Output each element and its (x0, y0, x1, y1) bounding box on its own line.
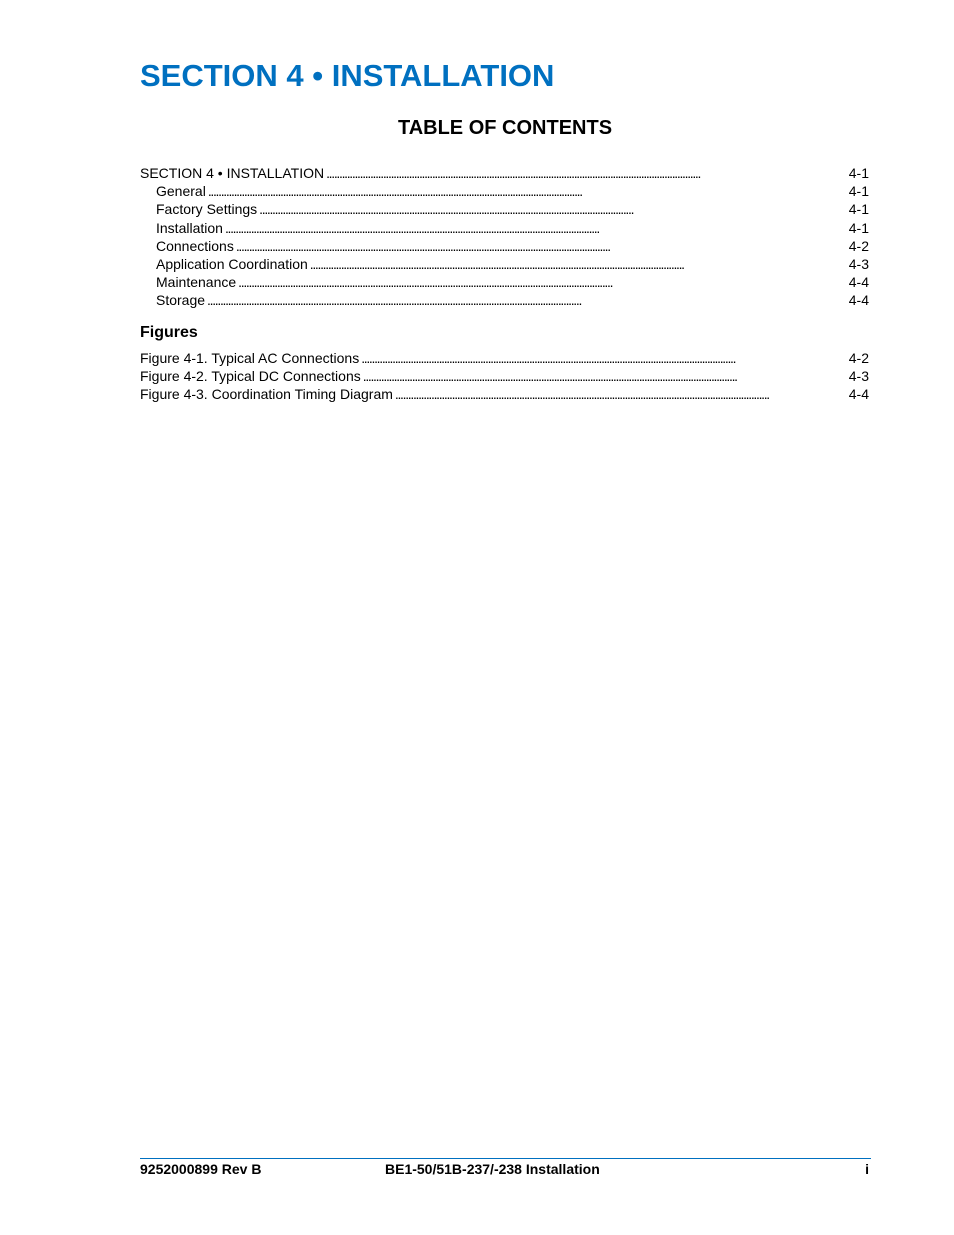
dot-leader (238, 273, 845, 291)
toc-heading: TABLE OF CONTENTS (397, 117, 613, 139)
toc-entry-page: 4-4 (848, 274, 869, 291)
toc-entry-page: 4-1 (848, 201, 869, 218)
toc-entry-label: SECTION 4 • INSTALLATION (140, 165, 325, 181)
toc-entry-label: Maintenance (156, 274, 237, 291)
table-of-contents (140, 164, 869, 310)
toc-entry-factory-settings[interactable] (140, 200, 869, 218)
figure-entry-page: 4-4 (848, 386, 869, 403)
toc-entry-section-4[interactable] (140, 164, 869, 182)
toc-entry-page: 4-1 (848, 183, 869, 200)
toc-entry-label: Factory Settings (156, 201, 258, 218)
dot-leader (326, 164, 845, 182)
toc-entry-page: 4-4 (848, 292, 869, 309)
toc-entry-connections[interactable] (140, 237, 869, 255)
toc-entry-installation[interactable] (140, 219, 869, 237)
toc-entry-label: Connections (156, 237, 234, 254)
figure-entry-4-1[interactable] (140, 349, 869, 367)
footer-doc-number: 9252000899 Rev B (140, 1161, 262, 1177)
list-of-figures (140, 349, 869, 404)
page-title: SECTION 4 • INSTALLATION (140, 58, 555, 93)
toc-entry-storage[interactable] (140, 291, 869, 309)
dot-leader (259, 200, 845, 218)
figure-entry-page: 4-3 (848, 368, 869, 385)
figure-entry-label: Figure 4-2. Typical DC Connections (140, 368, 361, 385)
figure-entry-label: Figure 4-1. Typical AC Connections (140, 350, 360, 366)
toc-entry-page: 4-2 (848, 237, 869, 254)
figure-entry-4-2[interactable] (140, 367, 869, 385)
page-footer (140, 1160, 869, 1178)
dot-leader (310, 255, 845, 273)
footer-page-number: i (865, 1161, 869, 1177)
toc-entry-label: Storage (156, 292, 206, 309)
toc-entry-page: 4-3 (848, 255, 869, 272)
dot-leader (236, 237, 845, 255)
toc-entry-application-coordination[interactable] (140, 255, 869, 273)
toc-entry-label: General (156, 183, 206, 200)
figure-entry-page: 4-2 (848, 350, 869, 366)
toc-entry-label: Installation (156, 219, 223, 236)
toc-entry-label: Application Coordination (156, 255, 308, 272)
dot-leader (361, 349, 845, 367)
dot-leader (363, 367, 845, 385)
footer-divider (140, 1158, 871, 1159)
figure-entry-4-3[interactable] (140, 385, 869, 403)
footer-title: BE1-50/51B-237/-238 Installation (385, 1161, 600, 1177)
toc-entry-maintenance[interactable] (140, 273, 869, 291)
toc-entry-page: 4-1 (848, 165, 869, 181)
figure-entry-label: Figure 4-3. Coordination Timing Diagram (140, 386, 393, 403)
dot-leader (207, 291, 845, 309)
dot-leader (225, 219, 845, 237)
dot-leader (208, 182, 845, 200)
figures-heading: Figures (140, 324, 198, 341)
toc-entry-general[interactable] (140, 182, 869, 200)
dot-leader (395, 385, 845, 403)
toc-entry-page: 4-1 (848, 219, 869, 236)
